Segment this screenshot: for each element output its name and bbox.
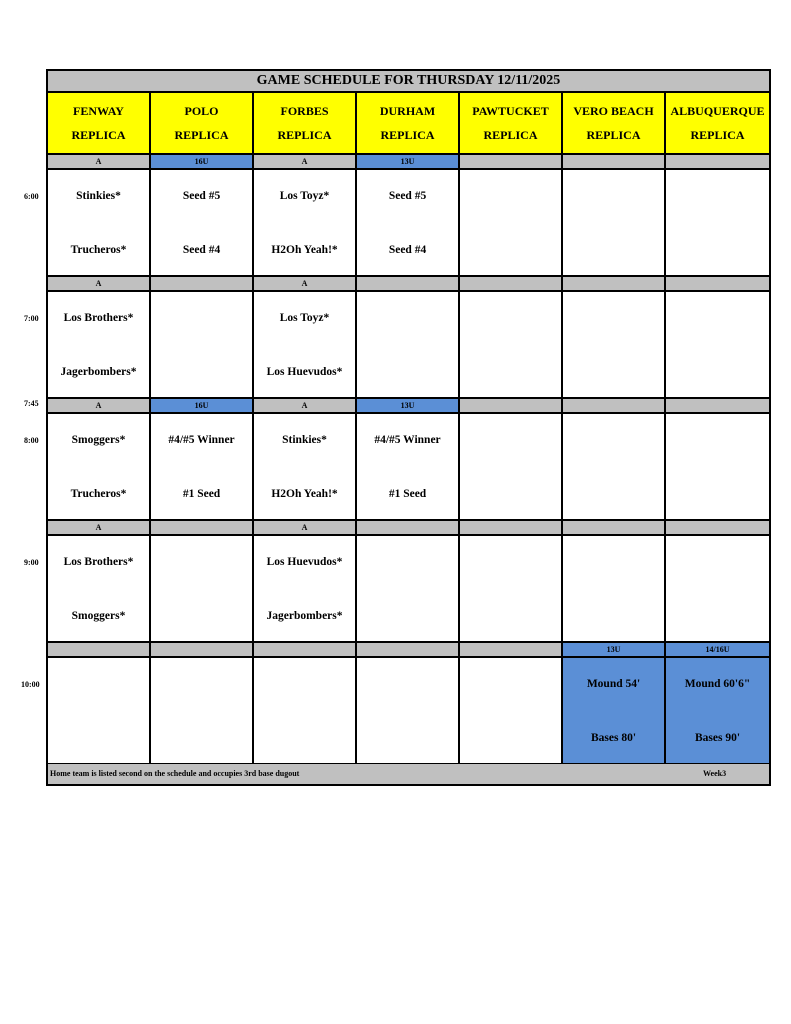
game-cell — [151, 658, 254, 765]
division-label — [563, 399, 666, 414]
game-cell — [254, 658, 357, 765]
division-label — [460, 521, 563, 536]
time-label: 6:00 — [24, 192, 39, 201]
division-label: 16U — [151, 155, 254, 170]
division-label — [666, 399, 769, 414]
home-team: Bases 80' — [590, 732, 637, 744]
field-replica-label: REPLICA — [380, 128, 435, 142]
division-label: A — [254, 521, 357, 536]
game-cell — [48, 170, 151, 277]
field-header-7 — [666, 93, 769, 155]
home-team: Seed #4 — [182, 244, 221, 256]
home-team: Los Huevudos* — [266, 366, 343, 378]
division-label — [666, 155, 769, 170]
game-cell — [48, 658, 151, 765]
away-team: Los Huevudos* — [266, 556, 343, 568]
game-cell — [666, 414, 769, 521]
footer-note: Home team is listed second on the schedule and occupies 3rd base dugout — [50, 769, 300, 778]
division-label — [666, 521, 769, 536]
division-label — [357, 277, 460, 292]
game-cell — [666, 170, 769, 277]
away-team: #4/#5 Winner — [168, 434, 235, 446]
schedule-footer — [48, 764, 769, 784]
home-team: Trucheros* — [70, 244, 127, 256]
home-team: Jagerbombers* — [266, 610, 343, 622]
division-label — [460, 277, 563, 292]
division-label: A — [254, 155, 357, 170]
game-cell — [666, 292, 769, 399]
game-cell — [48, 536, 151, 643]
game-cell — [666, 536, 769, 643]
division-label — [666, 277, 769, 292]
away-team: Seed #5 — [182, 190, 221, 202]
game-cell — [48, 292, 151, 399]
field-replica-label: REPLICA — [690, 128, 745, 142]
game-cell — [254, 536, 357, 643]
home-team: #1 Seed — [182, 488, 221, 500]
field-replica-label: REPLICA — [174, 128, 229, 142]
field-name: VERO BEACH — [573, 104, 654, 118]
game-cell — [460, 414, 563, 521]
division-label: 13U — [357, 399, 460, 414]
game-cell — [151, 536, 254, 643]
field-name: PAWTUCKET — [472, 104, 549, 118]
field-name: FENWAY — [73, 104, 124, 118]
division-label — [254, 643, 357, 658]
field-replica-label: REPLICA — [277, 128, 332, 142]
game-cell — [254, 414, 357, 521]
game-cell — [563, 536, 666, 643]
away-team: Seed #5 — [388, 190, 427, 202]
away-team: Los Toyz* — [279, 190, 330, 202]
game-cell — [151, 170, 254, 277]
schedule-table — [46, 69, 771, 786]
away-team: Los Brothers* — [63, 312, 134, 324]
game-cell — [460, 658, 563, 765]
game-cell — [254, 170, 357, 277]
schedule-title: GAME SCHEDULE FOR THURSDAY 12/11/2025 — [48, 71, 769, 93]
division-label — [460, 155, 563, 170]
field-header-4 — [357, 93, 460, 155]
field-header-3 — [254, 93, 357, 155]
game-cell — [254, 292, 357, 399]
game-cell — [460, 292, 563, 399]
division-label: 13U — [563, 643, 666, 658]
field-name: POLO — [184, 104, 219, 118]
time-label: 10:00 — [21, 680, 40, 689]
away-team: Stinkies* — [282, 434, 327, 446]
game-cell — [48, 414, 151, 521]
home-team: Seed #4 — [388, 244, 427, 256]
away-team: Los Toyz* — [279, 312, 330, 324]
division-label: A — [254, 399, 357, 414]
home-team: #1 Seed — [388, 488, 427, 500]
division-label: 13U — [357, 155, 460, 170]
field-header-5 — [460, 93, 563, 155]
game-cell — [563, 170, 666, 277]
game-cell — [357, 292, 460, 399]
home-team: H2Oh Yeah!* — [271, 488, 338, 500]
division-label — [563, 155, 666, 170]
division-label — [357, 643, 460, 658]
division-label: A — [48, 521, 151, 536]
field-name: ALBUQUERQUE — [670, 104, 765, 118]
division-label — [563, 521, 666, 536]
game-cell — [460, 170, 563, 277]
home-team: Smoggers* — [71, 610, 126, 622]
game-cell — [563, 658, 666, 765]
field-replica-label: REPLICA — [71, 128, 126, 142]
game-cell — [357, 658, 460, 765]
division-label: A — [48, 277, 151, 292]
away-team: Mound 60'6" — [684, 678, 751, 690]
away-team: #4/#5 Winner — [374, 434, 441, 446]
division-label — [48, 643, 151, 658]
game-cell — [151, 414, 254, 521]
home-team: Jagerbombers* — [60, 366, 137, 378]
away-team: Smoggers* — [71, 434, 126, 446]
away-team: Mound 54' — [586, 678, 641, 690]
division-label: 14/16U — [666, 643, 769, 658]
division-label — [151, 643, 254, 658]
game-cell — [563, 292, 666, 399]
field-header-6 — [563, 93, 666, 155]
division-label — [357, 521, 460, 536]
division-label: A — [48, 155, 151, 170]
division-label — [460, 643, 563, 658]
field-name: FORBES — [280, 104, 329, 118]
division-label — [563, 277, 666, 292]
field-header-2 — [151, 93, 254, 155]
home-team: Bases 90' — [694, 732, 741, 744]
game-cell — [357, 414, 460, 521]
home-team: Trucheros* — [70, 488, 127, 500]
division-label — [151, 521, 254, 536]
division-label: 16U — [151, 399, 254, 414]
time-label: 9:00 — [24, 558, 39, 567]
away-team: Los Brothers* — [63, 556, 134, 568]
away-team: Stinkies* — [76, 190, 121, 202]
field-name: DURHAM — [379, 104, 436, 118]
division-label — [460, 399, 563, 414]
field-replica-label: REPLICA — [586, 128, 641, 142]
sub-time-label: 7:45 — [24, 399, 39, 408]
time-label: 8:00 — [24, 436, 39, 445]
game-cell — [460, 536, 563, 643]
division-label — [151, 277, 254, 292]
game-cell — [357, 170, 460, 277]
field-replica-label: REPLICA — [483, 128, 538, 142]
field-header-1 — [48, 93, 151, 155]
week-label: Week3 — [703, 769, 727, 778]
game-cell — [666, 658, 769, 765]
game-cell — [563, 414, 666, 521]
game-cell — [151, 292, 254, 399]
home-team: H2Oh Yeah!* — [271, 244, 338, 256]
time-label: 7:00 — [24, 314, 39, 323]
division-label: A — [48, 399, 151, 414]
division-label: A — [254, 277, 357, 292]
game-cell — [357, 536, 460, 643]
